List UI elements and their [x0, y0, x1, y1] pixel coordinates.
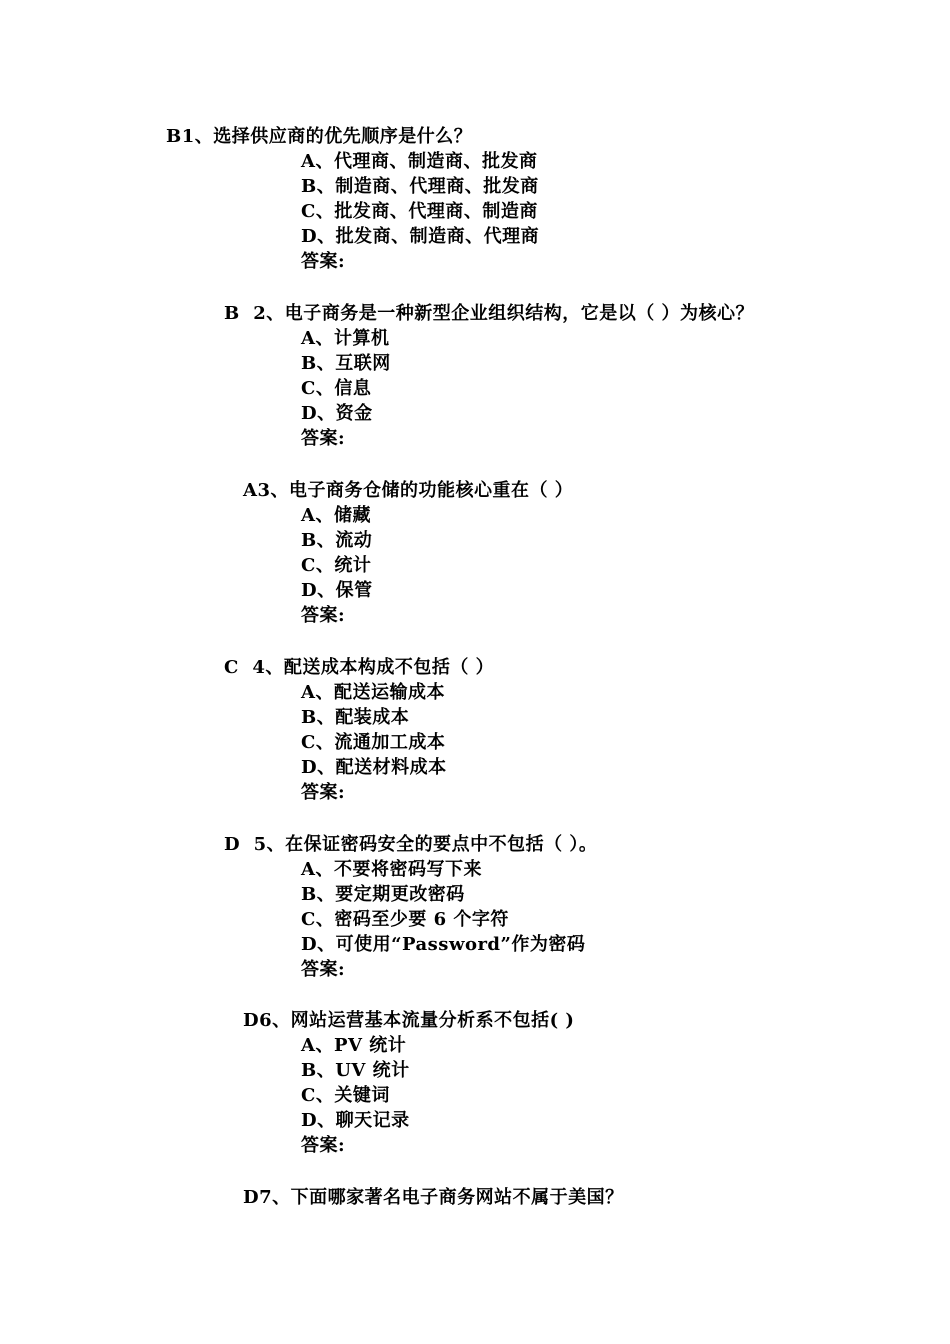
- option-c: C、关键词: [301, 1085, 390, 1106]
- question-stem: D7、下面哪家著名电子商务网站不属于美国？: [243, 1187, 624, 1208]
- option-a: A、不要将密码写下来: [301, 859, 482, 880]
- option-d: D、批发商、制造商、代理商: [301, 226, 540, 247]
- option-a: A、计算机: [301, 328, 390, 349]
- option-a: A、PV 统计: [301, 1035, 407, 1056]
- option-d: D、聊天记录: [301, 1110, 410, 1131]
- option-d: D、配送材料成本: [301, 757, 447, 778]
- question-stem: C 4、配送成本构成不包括（ ）: [224, 657, 495, 678]
- question-stem: B1、选择供应商的优先顺序是什么？: [166, 126, 473, 147]
- question-stem: B 2、电子商务是一种新型企业组织结构，它是以（ ）为核心？: [224, 303, 755, 324]
- question-stem: D6、网站运营基本流量分析系不包括( ): [243, 1010, 575, 1031]
- option-b: B、UV 统计: [301, 1060, 410, 1081]
- option-b: B、要定期更改密码: [301, 884, 465, 905]
- option-a: A、配送运输成本: [301, 682, 445, 703]
- answer-label: 答案:: [301, 428, 346, 449]
- option-c: C、信息: [301, 378, 372, 399]
- option-c: C、批发商、代理商、制造商: [301, 201, 538, 222]
- question-stem: D 5、在保证密码安全的要点中不包括（ ）。: [224, 834, 598, 855]
- answer-label: 答案:: [301, 605, 346, 626]
- option-c: C、流通加工成本: [301, 732, 446, 753]
- option-a: A、储藏: [301, 505, 371, 526]
- option-d: D、资金: [301, 403, 373, 424]
- answer-label: 答案:: [301, 251, 346, 272]
- option-d: D、可使用“Password”作为密码: [301, 934, 586, 955]
- option-a: A、代理商、制造商、批发商: [301, 151, 538, 172]
- answer-label: 答案:: [301, 1135, 346, 1156]
- option-d: D、保管: [301, 580, 373, 601]
- option-b: B、流动: [301, 530, 373, 551]
- answer-label: 答案:: [301, 782, 346, 803]
- option-c: C、密码至少要 6 个字符: [301, 909, 509, 930]
- option-c: C、统计: [301, 555, 372, 576]
- option-b: B、配装成本: [301, 707, 410, 728]
- question-stem: A3、电子商务仓储的功能核心重在（ ）: [243, 480, 574, 501]
- option-b: B、制造商、代理商、批发商: [301, 176, 539, 197]
- option-b: B、互联网: [301, 353, 391, 374]
- answer-label: 答案:: [301, 959, 346, 980]
